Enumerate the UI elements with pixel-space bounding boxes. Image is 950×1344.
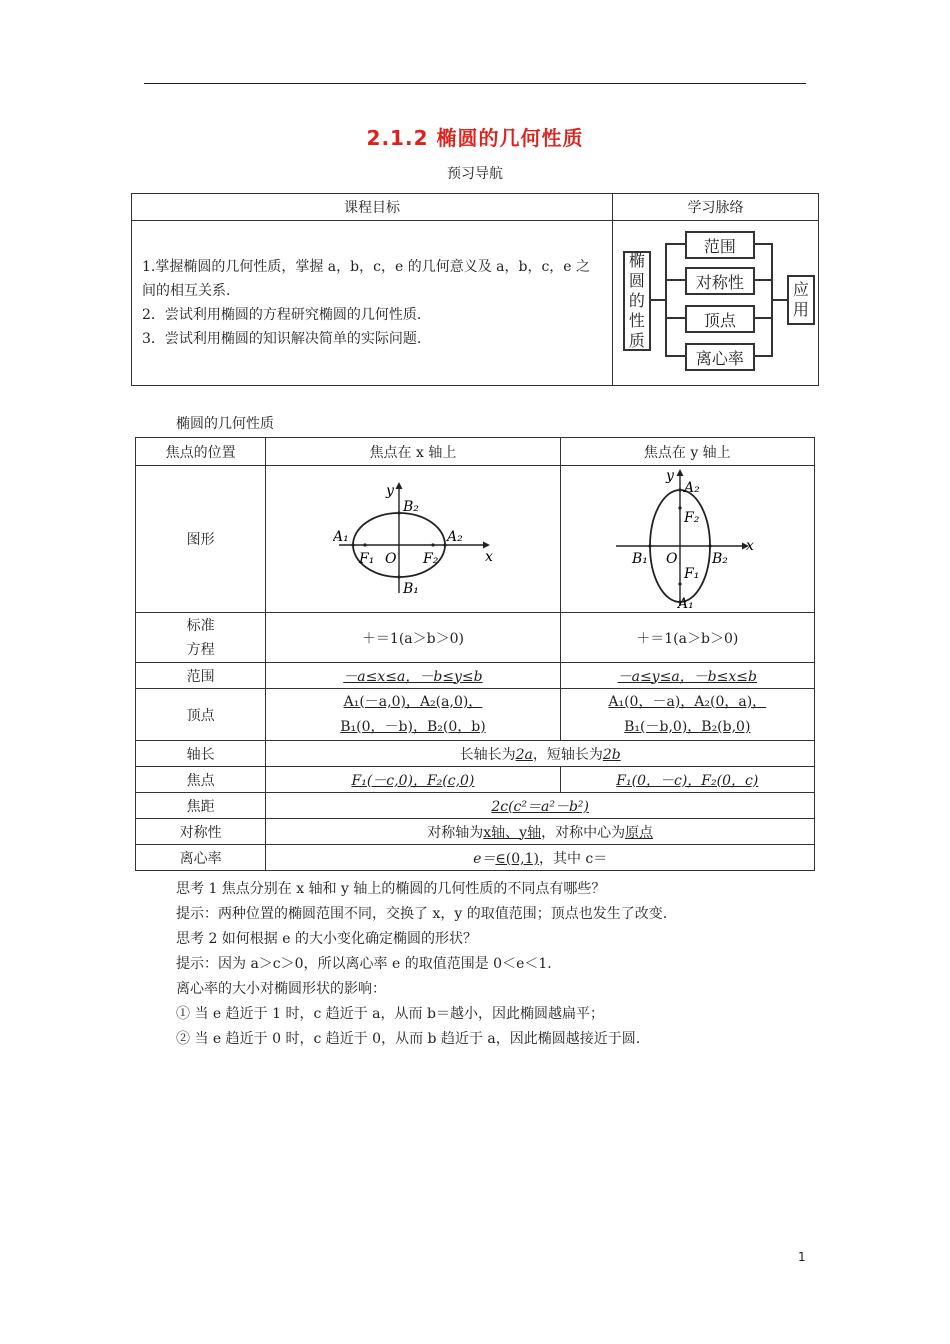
page-title: 2.1.2 椭圆的几何性质 bbox=[366, 126, 584, 150]
svg-text:A₁: A₁ bbox=[332, 529, 349, 545]
connector bbox=[755, 355, 771, 357]
focus-y: F₁(0，－c)，F₂(0，c) bbox=[616, 772, 759, 789]
diagram-root-box: 椭 圆 的 性 质 bbox=[623, 251, 651, 351]
svg-text:B₂: B₂ bbox=[402, 499, 419, 515]
connector bbox=[755, 243, 771, 245]
svg-text:y: y bbox=[666, 468, 675, 484]
connector bbox=[665, 243, 685, 245]
figure-y-cell bbox=[560, 466, 814, 613]
svg-text:F₁: F₁ bbox=[684, 566, 700, 582]
page-number: 1 bbox=[798, 1250, 806, 1264]
vertex-y-a: A₁(0，－a)，A₂(0，a)， bbox=[608, 693, 767, 710]
axis-length: 长轴长为2a，短轴长为2b bbox=[266, 741, 815, 767]
vertex-label: 顶点 bbox=[136, 689, 266, 741]
eccentricity: e＝∈(0,1)，其中 c＝ bbox=[266, 845, 815, 871]
equation-x: ＋＝1(a＞b＞0) bbox=[266, 613, 560, 663]
note-line: 离心率的大小对椭圆形状的影响： bbox=[176, 981, 386, 997]
connector bbox=[651, 299, 665, 301]
note-line: 提示：两种位置的椭圆范围不同，交换了 x，y 的取值范围；顶点也发生了改变. bbox=[176, 906, 668, 922]
goals-list bbox=[132, 221, 613, 386]
connector bbox=[665, 279, 685, 281]
outline-header: 学习脉络 bbox=[612, 194, 818, 221]
diagram-item-eccentricity: 离心率 bbox=[685, 343, 755, 371]
axis-label: 轴长 bbox=[136, 741, 266, 767]
outline-cell bbox=[612, 221, 818, 386]
svg-text:A₂: A₂ bbox=[446, 529, 463, 545]
svg-text:F₂: F₂ bbox=[422, 551, 439, 567]
symmetry: 对称轴为x轴、y轴，对称中心为原点 bbox=[266, 819, 815, 845]
header-x-axis: 焦点在 x 轴上 bbox=[266, 438, 560, 466]
goal-item: 1.掌握椭圆的几何性质，掌握 a，b，c，e 的几何意义及 a，b，c，e 之间的相互关系. bbox=[142, 259, 591, 299]
figure-x-cell bbox=[266, 466, 560, 613]
ellipse-y-figure bbox=[612, 466, 762, 608]
diagram-item-symmetry: 对称性 bbox=[685, 267, 755, 295]
diagram-apply-box: 应 用 bbox=[787, 275, 815, 325]
svg-text:y: y bbox=[385, 483, 394, 499]
outline-diagram bbox=[613, 221, 818, 385]
focal-distance-label: 焦距 bbox=[136, 793, 266, 819]
vertex-y-b: B₁(－b,0)，B₂(b,0) bbox=[624, 718, 751, 735]
goal-item: 3．尝试利用椭圆的知识解决简单的实际问题. bbox=[142, 331, 422, 347]
connector bbox=[665, 355, 685, 357]
diagram-item-vertex: 顶点 bbox=[685, 305, 755, 333]
notes bbox=[176, 877, 667, 1052]
note-line: 思考 1 焦点分别在 x 轴和 y 轴上的椭圆的几何性质的不同点有哪些？ bbox=[176, 881, 606, 897]
header-focus-position: 焦点的位置 bbox=[136, 438, 266, 466]
svg-text:A₂: A₂ bbox=[684, 480, 701, 496]
vertex-x-a: A₁(－a,0)，A₂(a,0)， bbox=[343, 693, 483, 710]
header-y-axis: 焦点在 y 轴上 bbox=[560, 438, 814, 466]
svg-text:B₁: B₁ bbox=[402, 581, 419, 597]
svg-text:x: x bbox=[746, 538, 755, 554]
header-rule bbox=[144, 83, 806, 84]
properties-table bbox=[135, 437, 815, 871]
equation-y: ＋＝1(a＞b＞0) bbox=[560, 613, 814, 663]
range-x: －a≤x≤a，－b≤y≤b bbox=[343, 668, 483, 685]
connector bbox=[771, 299, 787, 301]
goals-header: 课程目标 bbox=[132, 194, 613, 221]
goals-table bbox=[131, 193, 819, 386]
equation-label: 标准 方程 bbox=[136, 613, 266, 663]
note-line: 提示：因为 a＞c＞0，所以离心率 e 的取值范围是 0＜e＜1. bbox=[176, 956, 552, 972]
symmetry-label: 对称性 bbox=[136, 819, 266, 845]
connector bbox=[755, 279, 771, 281]
diagram-item-range: 范围 bbox=[685, 231, 755, 259]
focus-x: F₁(－c,0)，F₂(c,0) bbox=[351, 772, 475, 789]
eccentricity-label: 离心率 bbox=[136, 845, 266, 871]
goal-item: 2．尝试利用椭圆的方程研究椭圆的几何性质. bbox=[142, 307, 422, 323]
vertex-x-b: B₁(0，－b)，B₂(0，b) bbox=[340, 718, 486, 735]
connector bbox=[755, 317, 771, 319]
range-label: 范围 bbox=[136, 663, 266, 689]
note-line: ② 当 e 趋近于 0 时，c 趋近于 0，从而 b 趋近于 a，因此椭圆越接近于圆. bbox=[176, 1031, 641, 1047]
connector bbox=[665, 317, 685, 319]
svg-text:O: O bbox=[384, 551, 397, 567]
figure-label: 图形 bbox=[136, 466, 266, 613]
svg-text:F₁: F₁ bbox=[358, 551, 375, 567]
page-subtitle: 预习导航 bbox=[447, 166, 503, 182]
focus-label: 焦点 bbox=[136, 767, 266, 793]
range-y: －a≤y≤a，－b≤x≤b bbox=[617, 668, 757, 685]
svg-text:F₂: F₂ bbox=[684, 510, 700, 526]
ellipse-x-figure bbox=[333, 477, 493, 597]
svg-text:B₁: B₁ bbox=[632, 551, 649, 567]
note-line: 思考 2 如何根据 e 的大小变化确定椭圆的形状？ bbox=[176, 931, 477, 947]
connector bbox=[665, 243, 667, 355]
focal-distance: 2c(c²＝a²－b²) bbox=[491, 798, 589, 815]
svg-text:A₁: A₁ bbox=[678, 596, 695, 608]
section-label: 椭圆的几何性质 bbox=[176, 416, 274, 432]
svg-text:B₂: B₂ bbox=[712, 551, 729, 567]
svg-text:O: O bbox=[666, 551, 678, 567]
svg-text:x: x bbox=[484, 549, 493, 565]
note-line: ① 当 e 趋近于 1 时，c 趋近于 a，从而 b＝越小，因此椭圆越扁平； bbox=[176, 1006, 604, 1022]
